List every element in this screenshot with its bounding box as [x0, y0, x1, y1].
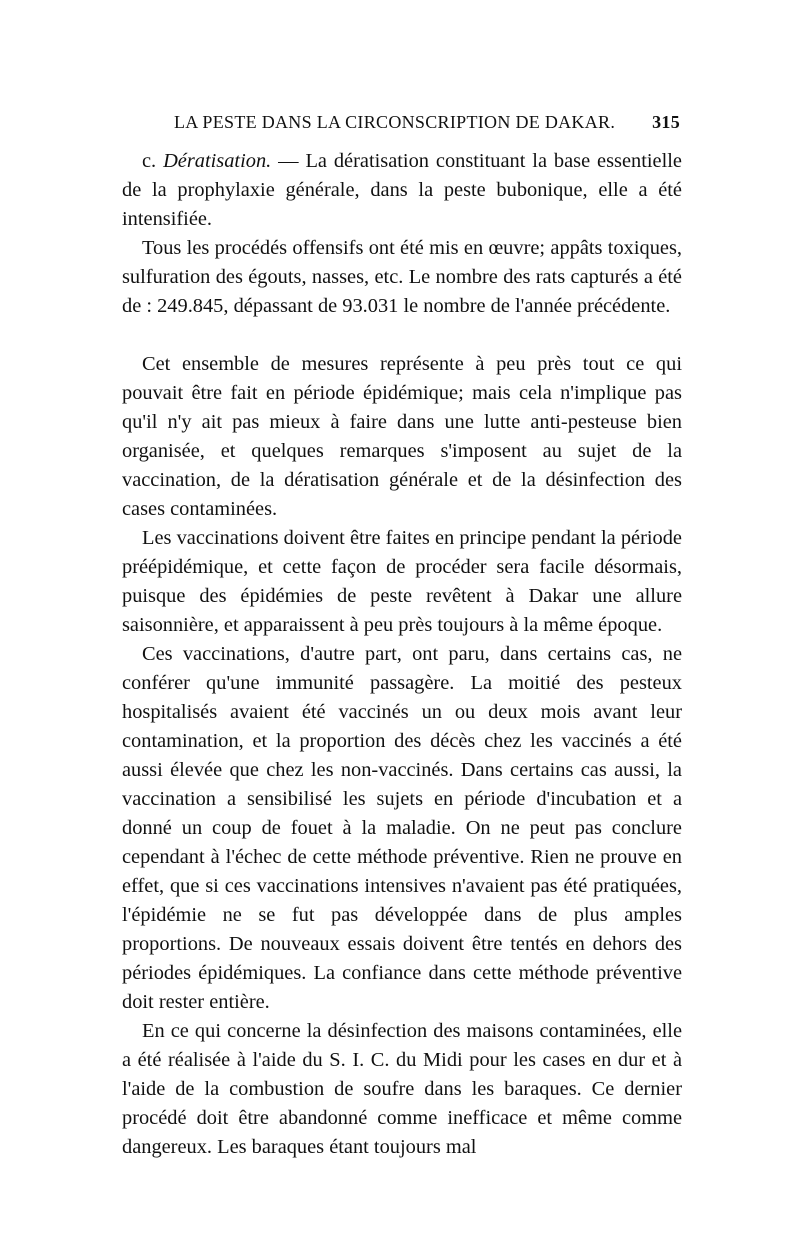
- section-title: Dératisation.: [163, 150, 272, 172]
- section-dash: —: [271, 150, 306, 172]
- paragraph: Cet ensemble de mesures représente à peu près tout ce qui pouvait être fait en période épidémique; mais cela n'implique pas qu'il n'y ait pas mieux à faire dans une lutte anti-pesteuse bien organisée, et quelques remarques s'imposent au sujet de la vaccination, de la dératisation générale et de la désinfection des cases contaminées.: [122, 353, 682, 520]
- running-title: LA PESTE DANS LA CIRCONSCRIPTION DE DAKAR.: [174, 112, 616, 132]
- document-page: [122, 112, 682, 1162]
- section-number: c.: [142, 150, 157, 172]
- paragraph: Ces vaccinations, d'autre part, ont paru, dans certains cas, ne conférer qu'une immunité passagère. La moitié des pesteux hospitalisés avaient été vaccinés un ou deux mois avant leur contamination, et la proportion des décès chez les vaccinés a été aussi élevée que chez les non-vaccinés. Dans certains cas aussi, la vaccination a sensibilisé les sujets en période d'incubation et a donné un coup de fouet à la maladie. On ne peut pas conclure cependant à l'échec de cette méthode préventive. Rien ne prouve en effet, que si ces vaccinations intensives n'avaient pas été pratiquées, l'épidémie ne se fut pas développée dans de plus amples proportions. De nouveaux essais doivent être tentés en dehors des périodes épidémiques. La confiance dans cette méthode préventive doit rester entière.: [122, 643, 682, 1013]
- body-text: [122, 147, 682, 1162]
- page-number: 315: [652, 112, 680, 132]
- paragraph: [122, 147, 682, 234]
- paragraph-text: La dératisation constituant la base essentielle de la prophylaxie générale, dans la peste bubonique, elle a été intensifiée.: [122, 150, 682, 230]
- running-header: [122, 112, 682, 133]
- paragraph: En ce qui concerne la désinfection des maisons contaminées, elle a été réalisée à l'aide du S. I. C. du Midi pour les cases en dur et à l'aide de la combustion de soufre dans les baraques. Ce dernier procédé doit être abandonné comme inefficace et même comme dangereux. Les baraques étant toujours mal: [122, 1020, 682, 1158]
- paragraph: Tous les procédés offensifs ont été mis en œuvre; appâts toxiques, sulfuration des égouts, nasses, etc. Le nombre des rats capturés a été de : 249.845, dépassant de 93.031 le nombre de l'année précédente.: [122, 237, 682, 317]
- paragraph: Les vaccinations doivent être faites en principe pendant la période préépidémique, et cette façon de procéder sera facile désormais, puisque des épidémies de peste revêtent à Dakar une allure saisonnière, et apparaissent à peu près toujours à la même époque.: [122, 527, 682, 636]
